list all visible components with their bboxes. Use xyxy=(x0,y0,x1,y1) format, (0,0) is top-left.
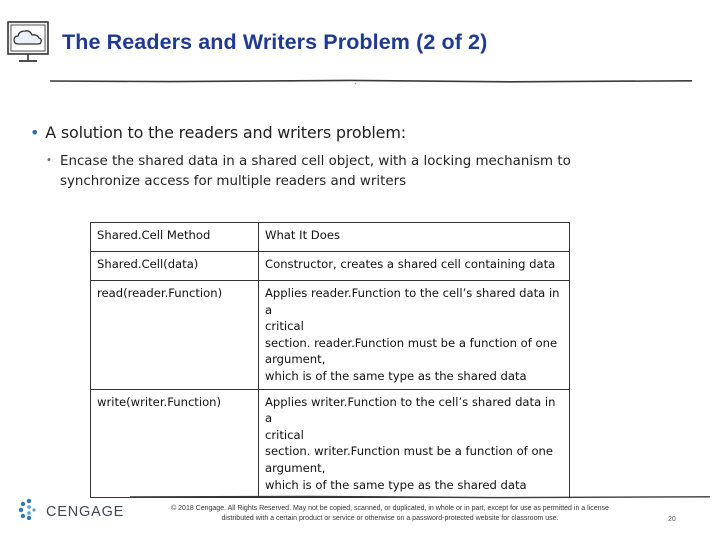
method-cell: write(writer.Function) xyxy=(91,389,259,498)
bullet-1-text: A solution to the readers and writers problem: xyxy=(45,123,406,142)
description-line: critical xyxy=(265,319,304,334)
slide-title: The Readers and Writers Problem (2 of 2) xyxy=(62,30,488,54)
cengage-logo-icon xyxy=(18,498,40,525)
footer-divider xyxy=(130,488,710,496)
title-divider xyxy=(50,72,692,80)
description-line: section. writer.Function must be a function of one xyxy=(265,444,554,459)
method-cell: read(reader.Function) xyxy=(91,281,259,390)
table-header-row xyxy=(91,223,570,252)
copyright-line: distributed with a certain product or service or otherwise on a password-protected website for classroom use. xyxy=(221,515,559,522)
bullet-marker: • xyxy=(30,123,40,142)
description-line: Applies reader.Function to the cell’s shared data in a xyxy=(265,286,560,317)
logo-text: CENGAGE xyxy=(46,503,125,520)
description-line: Applies writer.Function to the cell’s shared data in a xyxy=(265,394,556,426)
bullet-level-2 xyxy=(46,152,626,192)
table-row xyxy=(91,389,570,498)
table-row xyxy=(91,281,570,390)
description-cell xyxy=(259,389,570,498)
method-cell: Shared.Cell(data) xyxy=(91,252,259,281)
cengage-logo xyxy=(18,498,124,525)
page-number: 20 xyxy=(668,516,676,523)
description-line: Constructor, creates a shared cell containing data xyxy=(265,257,556,271)
description-line: argument, xyxy=(265,352,326,367)
copyright-line: © 2018 Cengage. All Rights Reserved. May not be copied, scanned, or duplicated, in whole or in part, except for use as permitted in a license xyxy=(171,505,609,512)
description-cell xyxy=(259,252,570,281)
description-line: critical xyxy=(265,427,304,442)
bullet-marker: • xyxy=(46,155,52,166)
copyright-notice xyxy=(140,504,640,524)
bullet-2-text: Encase the shared data in a shared cell object, with a locking mechanism to synchronize access for multiple readers and writers xyxy=(60,154,571,189)
description-cell xyxy=(259,281,570,390)
table-header-cell: What It Does xyxy=(259,223,570,252)
description-line: argument, xyxy=(265,460,326,475)
cloud-computer-icon xyxy=(6,18,52,68)
table-header-cell: Shared.Cell Method xyxy=(91,223,259,252)
description-line: which is of the same type as the shared data xyxy=(265,477,527,492)
shared-cell-methods-table xyxy=(90,222,570,498)
description-line: section. reader.Function must be a function of one xyxy=(265,335,558,350)
table-row xyxy=(91,252,570,281)
bullet-level-1 xyxy=(30,123,406,142)
description-line: which is of the same type as the shared data xyxy=(265,368,527,383)
